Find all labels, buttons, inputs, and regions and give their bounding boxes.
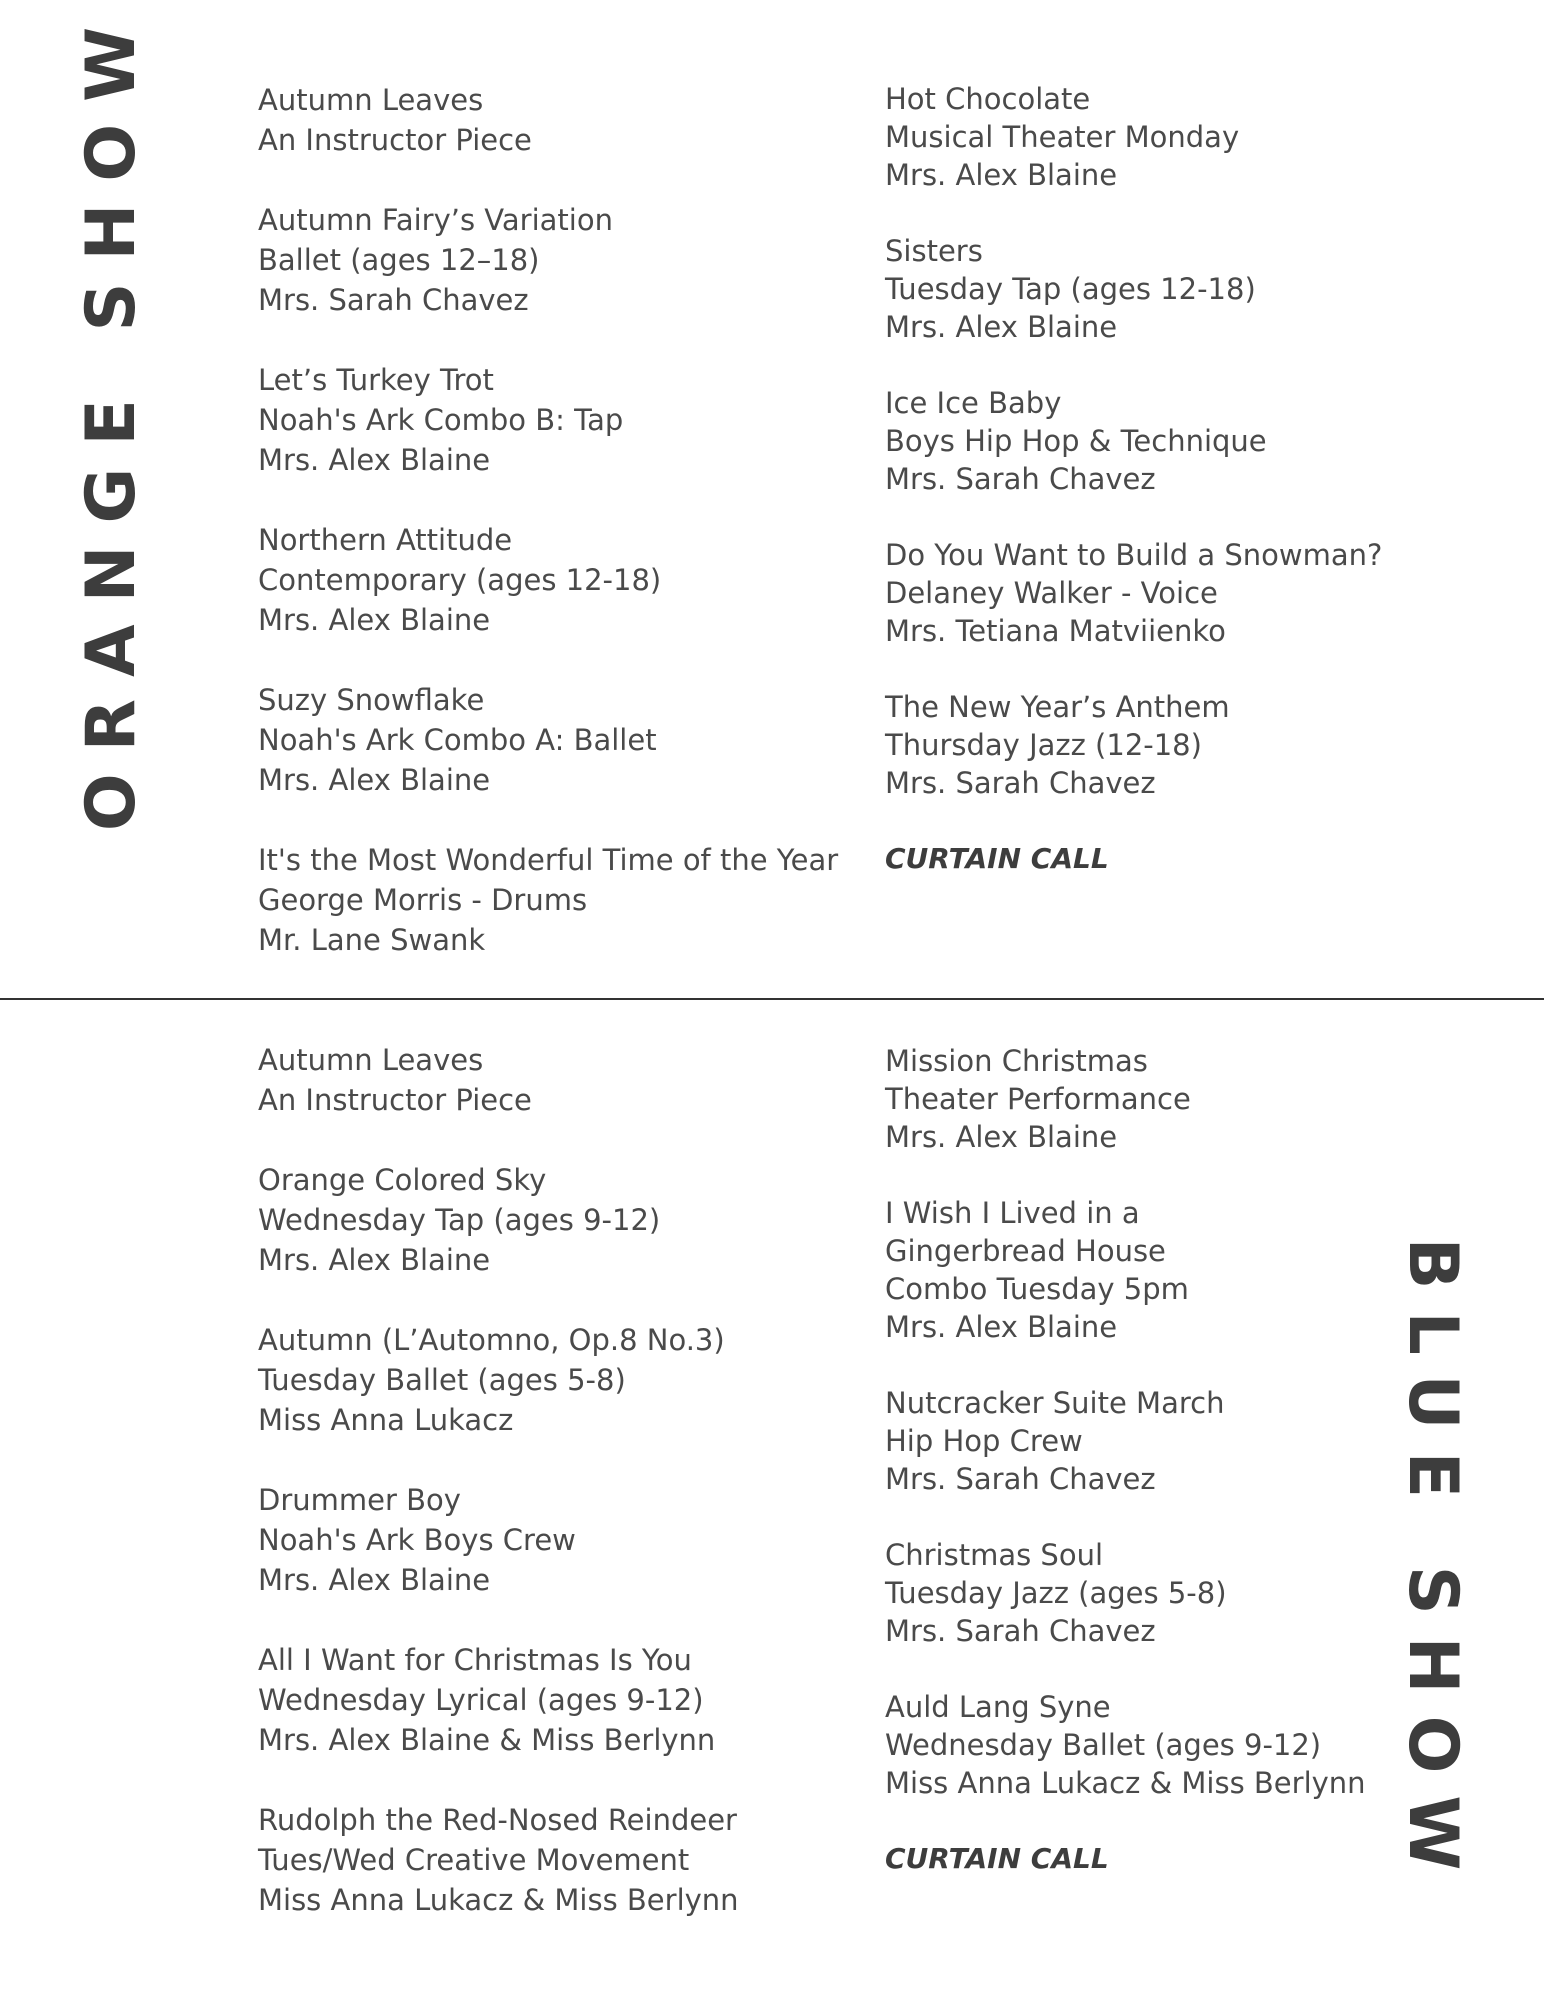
performer-group: Thursday Jazz (12-18) xyxy=(885,728,1202,762)
instructor-name: Mrs. Sarah Chavez xyxy=(885,1614,1156,1648)
program-entry xyxy=(258,680,838,800)
instructor-name: Mrs. Sarah Chavez xyxy=(885,766,1156,800)
orange-show-title: ORANGE SHOW xyxy=(72,4,151,832)
song-title: It's the Most Wonderful Time of the Year xyxy=(258,843,839,877)
performer-group: George Morris - Drums xyxy=(258,883,588,917)
song-title: Sisters xyxy=(885,234,983,268)
curtain-call-label: CURTAIN CALL xyxy=(885,1842,1109,1875)
song-title: Autumn (L’Automno, Op.8 No.3) xyxy=(258,1323,725,1357)
instructor-name: Miss Anna Lukacz xyxy=(258,1403,514,1437)
performer-group: Ballet (ages 12–18) xyxy=(258,243,540,277)
program-entry xyxy=(258,1800,739,1920)
instructor-name: Mrs. Sarah Chavez xyxy=(258,283,529,317)
performer-group: Theater Performance xyxy=(885,1082,1191,1116)
song-title: Ice Ice Baby xyxy=(885,386,1062,420)
song-title: Mission Christmas xyxy=(885,1044,1148,1078)
song-title: Nutcracker Suite March xyxy=(885,1386,1225,1420)
instructor-name: Mrs. Alex Blaine xyxy=(885,310,1118,344)
performer-group: Hip Hop Crew xyxy=(885,1424,1083,1458)
program-entry xyxy=(258,840,838,960)
instructor-name: Mrs. Alex Blaine xyxy=(885,1310,1118,1344)
song-title: Suzy Snowflake xyxy=(258,683,485,717)
instructor-name: Mrs. Alex Blaine xyxy=(885,1120,1118,1154)
performer-group: Noah's Ark Combo A: Ballet xyxy=(258,723,657,757)
program-entry xyxy=(258,1320,739,1440)
performer-group: Delaney Walker - Voice xyxy=(885,576,1218,610)
program-entry xyxy=(885,536,1382,650)
song-title-continued: Gingerbread House xyxy=(885,1234,1166,1268)
song-title: Northern Attitude xyxy=(258,523,513,557)
orange-show-left-column xyxy=(258,80,838,1000)
blue-show-right-column xyxy=(885,1042,1366,1878)
song-title: Drummer Boy xyxy=(258,1483,461,1517)
blue-show-left-column xyxy=(258,1040,739,1960)
instructor-name: Mrs. Sarah Chavez xyxy=(885,462,1156,496)
performer-group: Tuesday Jazz (ages 5-8) xyxy=(885,1576,1227,1610)
program-entry xyxy=(885,1536,1366,1650)
blue-show-title: BLUE SHOW xyxy=(1393,1237,1472,1893)
instructor-name: Mrs. Alex Blaine xyxy=(258,603,491,637)
song-title: Christmas Soul xyxy=(885,1538,1104,1572)
program-entry xyxy=(885,80,1382,194)
blue-show-section xyxy=(0,1000,1546,2000)
performer-group: Tuesday Tap (ages 12-18) xyxy=(885,272,1256,306)
program-entry xyxy=(885,1194,1366,1346)
curtain-call-label: CURTAIN CALL xyxy=(885,842,1109,875)
performer-group: An Instructor Piece xyxy=(258,1083,532,1117)
song-title: Auld Lang Syne xyxy=(885,1690,1111,1724)
program-entry xyxy=(258,520,838,640)
program-entry xyxy=(258,360,838,480)
performer-group: Noah's Ark Boys Crew xyxy=(258,1523,576,1557)
performer-group: Wednesday Ballet (ages 9-12) xyxy=(885,1728,1322,1762)
performer-group: Contemporary (ages 12-18) xyxy=(258,563,662,597)
song-title: Autumn Fairy’s Variation xyxy=(258,203,613,237)
song-title: I Wish I Lived in a xyxy=(885,1196,1140,1230)
performer-group: Tues/Wed Creative Movement xyxy=(258,1843,690,1877)
program-entry xyxy=(885,1042,1366,1156)
song-title: Rudolph the Red-Nosed Reindeer xyxy=(258,1803,737,1837)
song-title: Autumn Leaves xyxy=(258,1043,484,1077)
instructor-name: Mrs. Alex Blaine & Miss Berlynn xyxy=(258,1723,716,1757)
program-entry xyxy=(258,1640,739,1760)
performer-group: Combo Tuesday 5pm xyxy=(885,1272,1189,1306)
performer-group: Boys Hip Hop & Technique xyxy=(885,424,1267,458)
instructor-name: Mrs. Alex Blaine xyxy=(258,1243,491,1277)
instructor-name: Mrs. Tetiana Matviienko xyxy=(885,614,1226,648)
song-title: Orange Colored Sky xyxy=(258,1163,547,1197)
performer-group: Noah's Ark Combo B: Tap xyxy=(258,403,624,437)
instructor-name: Mrs. Alex Blaine xyxy=(258,1563,491,1597)
program-entry xyxy=(885,1688,1366,1802)
song-title: All I Want for Christmas Is You xyxy=(258,1643,692,1677)
program-entry xyxy=(258,80,838,160)
instructor-name: Miss Anna Lukacz & Miss Berlynn xyxy=(885,1766,1366,1800)
performer-group: Wednesday Tap (ages 9-12) xyxy=(258,1203,661,1237)
performer-group: Tuesday Ballet (ages 5-8) xyxy=(258,1363,626,1397)
song-title: Autumn Leaves xyxy=(258,83,484,117)
song-title: Let’s Turkey Trot xyxy=(258,363,494,397)
instructor-name: Mrs. Alex Blaine xyxy=(885,158,1118,192)
program-entry xyxy=(885,688,1382,802)
program-entry xyxy=(258,1480,739,1600)
instructor-name: Mr. Lane Swank xyxy=(258,923,486,957)
instructor-name: Mrs. Alex Blaine xyxy=(258,443,491,477)
program-entry xyxy=(258,1040,739,1120)
song-title: The New Year’s Anthem xyxy=(885,690,1230,724)
instructor-name: Mrs. Sarah Chavez xyxy=(885,1462,1156,1496)
orange-show-right-column xyxy=(885,80,1382,878)
program-entry xyxy=(885,384,1382,498)
instructor-name: Miss Anna Lukacz & Miss Berlynn xyxy=(258,1883,739,1917)
program-entry xyxy=(258,1160,739,1280)
program-entry xyxy=(885,232,1382,346)
song-title: Hot Chocolate xyxy=(885,82,1091,116)
performer-group: Musical Theater Monday xyxy=(885,120,1240,154)
instructor-name: Mrs. Alex Blaine xyxy=(258,763,491,797)
program-entry xyxy=(885,1384,1366,1498)
performer-group: Wednesday Lyrical (ages 9-12) xyxy=(258,1683,704,1717)
performer-group: An Instructor Piece xyxy=(258,123,532,157)
program-entry xyxy=(258,200,838,320)
song-title: Do You Want to Build a Snowman? xyxy=(885,538,1383,572)
